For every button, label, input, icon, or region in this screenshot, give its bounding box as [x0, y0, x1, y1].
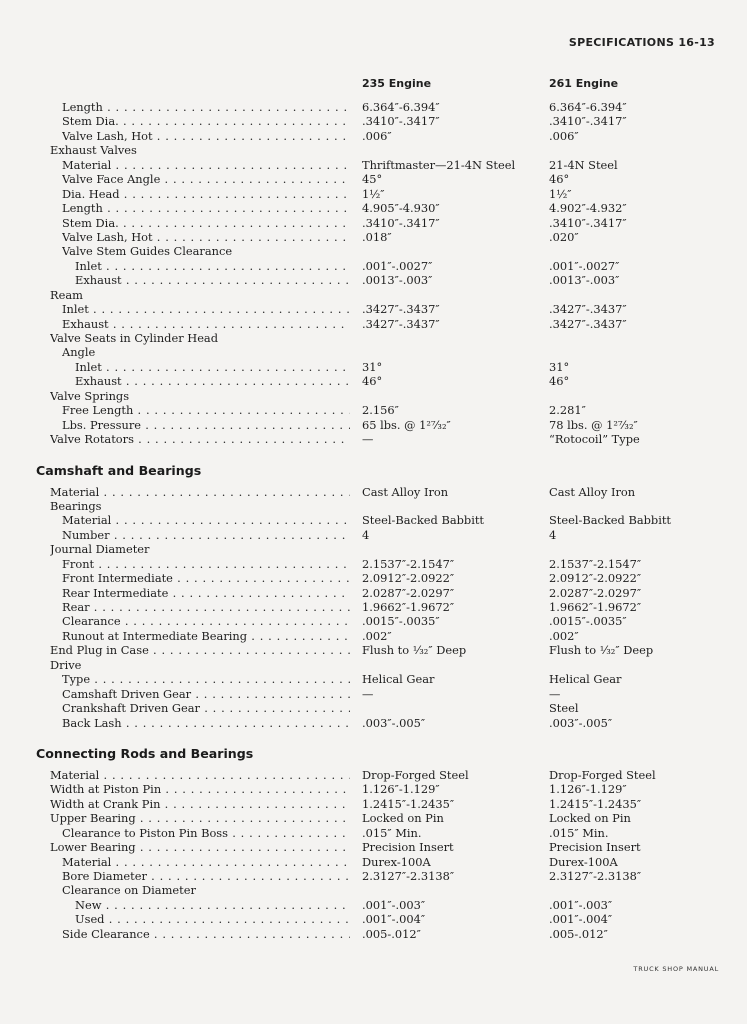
spec-label: Rear . . .	[62, 600, 350, 614]
spec-row	[0, 701, 747, 715]
spec-label: Clearance . . .	[62, 614, 350, 628]
spec-value-235: .001″-.0027″	[362, 258, 433, 273]
spec-row	[0, 288, 747, 302]
spec-value-235: Precision Insert	[362, 840, 454, 855]
spec-row	[0, 114, 747, 128]
spec-label: Material . . .	[62, 513, 350, 527]
spec-value-261: —	[549, 686, 561, 701]
spec-value-261: 1.126″-1.129″	[549, 782, 627, 797]
spec-label: Valve Stem Guides Clearance	[62, 244, 233, 259]
section-title: Connecting Rods and Bearings	[36, 745, 254, 761]
spec-row	[0, 158, 747, 172]
spec-row	[0, 317, 747, 331]
spec-label: Ream	[50, 287, 83, 302]
spec-row	[0, 259, 747, 273]
column-header-235-engine: 235 Engine	[362, 77, 432, 90]
spec-row	[0, 418, 747, 432]
spec-label: Angle	[62, 345, 96, 360]
spec-value-235: 45°	[362, 172, 383, 187]
spec-row	[0, 201, 747, 215]
spec-value-261: .002″	[549, 628, 579, 643]
spec-label: Used . . .	[75, 912, 350, 926]
section-spacer	[0, 730, 747, 740]
spec-value-261: “Rotocoil” Type	[549, 432, 640, 447]
spec-row	[0, 629, 747, 643]
spec-row	[0, 898, 747, 912]
spec-value-235: 46°	[362, 374, 383, 389]
spec-value-235: 4	[362, 527, 370, 542]
spec-label: Exhaust Valves	[50, 143, 137, 158]
spec-value-261: 2.281″	[549, 403, 586, 418]
spec-value-261: .0013″-.003″	[549, 273, 620, 288]
spec-value-261: 31°	[549, 359, 570, 374]
spec-label: Inlet . . .	[75, 259, 350, 273]
spec-value-235: 4.905″-4.930″	[362, 201, 440, 216]
spec-label: Type . . .	[62, 672, 350, 686]
spec-label: Free Length . . .	[62, 403, 350, 417]
spec-value-261: .3427″-.3437″	[549, 316, 627, 331]
spec-row	[0, 528, 747, 542]
spec-value-261: 21-4N Steel	[549, 157, 618, 172]
spec-value-235: 2.1537″-2.1547″	[362, 556, 455, 571]
spec-label: Front . . .	[62, 557, 350, 571]
spec-row	[0, 782, 747, 796]
spec-label: Bearings	[50, 498, 102, 513]
spec-label: Valve Lash, Hot . . .	[62, 129, 350, 143]
spec-row	[0, 586, 747, 600]
spec-value-235: Flush to ¹⁄₃₂″ Deep	[362, 643, 467, 658]
spec-row	[0, 797, 747, 811]
spec-row	[0, 571, 747, 585]
spec-row	[0, 811, 747, 825]
spec-value-261: Drop-Forged Steel	[549, 767, 656, 782]
spec-label: Clearance on Diameter	[62, 883, 196, 898]
spec-row	[0, 374, 747, 388]
spec-value-235: .018″	[362, 229, 392, 244]
spec-row	[0, 869, 747, 883]
spec-value-235: 6.364″-6.394″	[362, 100, 440, 114]
page-footer: TRUCK SHOP MANUAL	[633, 965, 719, 973]
spec-value-261: 46°	[549, 172, 570, 187]
spec-label: Valve Face Angle . . .	[62, 172, 350, 186]
spec-row	[0, 230, 747, 244]
spec-label: Back Lash . . .	[62, 716, 350, 730]
spec-row	[0, 302, 747, 316]
spec-value-261: 2.3127″-2.3138″	[549, 869, 642, 883]
spec-value-235: .3410″-.3417″	[362, 114, 440, 129]
spec-label: Length . . .	[62, 201, 350, 215]
page-header: SPECIFICATIONS 16-13	[568, 36, 715, 49]
spec-label: Upper Bearing . . .	[50, 811, 350, 825]
spec-label: Length . . .	[62, 100, 350, 114]
spec-row	[0, 855, 747, 869]
section-title: Camshaft and Bearings	[36, 462, 202, 478]
spec-row	[0, 614, 747, 628]
spec-row	[0, 273, 747, 287]
spec-value-261: Helical Gear	[549, 672, 622, 687]
spec-row	[0, 499, 747, 513]
spec-value-235: Steel-Backed Babbitt	[362, 513, 484, 528]
spec-row	[0, 432, 747, 446]
spec-label: Valve Springs	[50, 388, 130, 403]
spec-value-235: .0013″-.003″	[362, 273, 433, 288]
spec-value-261: Precision Insert	[549, 840, 641, 855]
spec-row	[0, 716, 747, 730]
spec-value-235: 2.3127″-2.3138″	[362, 869, 455, 883]
spec-table	[0, 100, 747, 941]
spec-row	[0, 768, 747, 782]
spec-value-235: 31°	[362, 359, 383, 374]
spec-row	[0, 100, 747, 114]
spec-label: Drive	[50, 657, 82, 672]
spec-label: Width at Piston Pin . . .	[50, 782, 350, 796]
spec-label: Material . . .	[50, 485, 350, 499]
spec-value-235: .006″	[362, 128, 392, 143]
spec-value-235: .3427″-.3437″	[362, 316, 440, 331]
spec-label: Number . . .	[62, 528, 350, 542]
spec-row	[0, 600, 747, 614]
spec-label: Valve Lash, Hot . . .	[62, 230, 350, 244]
spec-label: Exhaust . . .	[75, 374, 350, 388]
spec-value-261: .3410″-.3417″	[549, 215, 627, 230]
spec-value-261: 1.2415″-1.2435″	[549, 796, 642, 811]
spec-value-235: .3427″-.3437″	[362, 302, 440, 317]
spec-label: Valve Seats in Cylinder Head	[50, 331, 219, 345]
spec-value-235: Drop-Forged Steel	[362, 767, 469, 782]
spec-row	[0, 672, 747, 686]
spec-value-235: .0015″-.0035″	[362, 614, 440, 629]
spec-label: Width at Crank Pin . . .	[50, 797, 350, 811]
spec-row	[0, 557, 747, 571]
spec-row	[0, 360, 747, 374]
spec-label: Rear Intermediate . . .	[62, 586, 350, 600]
spec-label: Journal Diameter	[50, 542, 150, 557]
spec-value-261: Steel	[549, 701, 579, 716]
spec-value-261: Locked on Pin	[549, 811, 631, 826]
spec-row	[0, 542, 747, 556]
spec-label: Exhaust . . .	[75, 273, 350, 287]
spec-value-261: 2.1537″-2.1547″	[549, 556, 642, 571]
spec-value-261: 6.364″-6.394″	[549, 100, 627, 114]
spec-row	[0, 927, 747, 941]
spec-value-261: Flush to ¹⁄₃₂″ Deep	[549, 643, 654, 658]
spec-label: Lbs. Pressure . . .	[62, 418, 350, 432]
spec-value-235: .001″-.003″	[362, 897, 426, 912]
spec-label: Stem Dia. . . .	[62, 216, 350, 230]
spec-value-261: .0015″-.0035″	[549, 614, 627, 629]
spec-row	[0, 883, 747, 897]
spec-label: Valve Rotators . . .	[50, 432, 350, 446]
spec-value-261: .005-.012″	[549, 926, 608, 941]
spec-row	[0, 244, 747, 258]
spec-value-235: Locked on Pin	[362, 811, 444, 826]
spec-row	[0, 840, 747, 854]
spec-value-235: .005-.012″	[362, 926, 421, 941]
spec-value-261: .006″	[549, 128, 579, 143]
spec-row	[0, 345, 747, 359]
spec-row	[0, 826, 747, 840]
spec-label: Inlet . . .	[62, 302, 350, 316]
spec-value-261: .001″-.0027″	[549, 258, 620, 273]
spec-value-261: .003″-.005″	[549, 715, 613, 730]
spec-value-235: 2.156″	[362, 403, 399, 418]
spec-value-261: 46°	[549, 374, 570, 389]
spec-value-261: Steel-Backed Babbitt	[549, 513, 671, 528]
spec-value-235: 1½″	[362, 186, 385, 201]
spec-label: Lower Bearing . . .	[50, 840, 350, 854]
spec-label: Dia. Head . . .	[62, 187, 350, 201]
spec-value-235: —	[362, 686, 374, 701]
spec-value-235: .001″-.004″	[362, 912, 426, 927]
spec-label: Clearance to Piston Pin Boss . . .	[62, 826, 350, 840]
spec-value-261: .3410″-.3417″	[549, 114, 627, 129]
spec-value-235: Thriftmaster—21-4N Steel	[362, 157, 516, 172]
spec-row	[0, 389, 747, 403]
spec-row	[0, 658, 747, 672]
spec-value-235: —	[362, 432, 374, 447]
spec-label: Exhaust . . .	[62, 317, 350, 331]
spec-label: Crankshaft Driven Gear . . .	[62, 701, 350, 715]
spec-value-261: .3427″-.3437″	[549, 302, 627, 317]
spec-value-261: Durex-100A	[549, 854, 618, 869]
spec-row	[0, 912, 747, 926]
section-spacer	[0, 447, 747, 457]
spec-row	[0, 687, 747, 701]
spec-value-235: .3410″-.3417″	[362, 215, 440, 230]
spec-value-261: 78 lbs. @ 1²⁷⁄₃₂″	[549, 417, 638, 432]
spec-row	[0, 403, 747, 417]
spec-value-235: 1.2415″-1.2435″	[362, 796, 455, 811]
spec-label: End Plug in Case . . .	[50, 643, 350, 657]
spec-value-261: .020″	[549, 229, 579, 244]
spec-value-261: 4	[549, 527, 557, 542]
spec-value-235: .015″ Min.	[362, 825, 422, 840]
spec-label: Bore Diameter . . .	[62, 869, 350, 883]
spec-value-235: Durex-100A	[362, 854, 431, 869]
spec-value-261: .001″-.003″	[549, 897, 613, 912]
spec-value-235: 2.0287″-2.0297″	[362, 585, 455, 600]
spec-row	[0, 331, 747, 345]
spec-value-261: .015″ Min.	[549, 825, 609, 840]
spec-label: Inlet . . .	[75, 360, 350, 374]
spec-label: Stem Dia. . . .	[62, 114, 350, 128]
spec-value-235: .003″-.005″	[362, 715, 426, 730]
spec-row	[0, 216, 747, 230]
spec-label: Runout at Intermediate Bearing . . .	[62, 629, 350, 643]
spec-value-235: Cast Alloy Iron	[362, 484, 449, 499]
spec-value-261: 4.902″-4.932″	[549, 201, 627, 216]
spec-row	[0, 513, 747, 527]
spec-value-261: 2.0287″-2.0297″	[549, 585, 642, 600]
spec-value-235: 65 lbs. @ 1²⁷⁄₃₂″	[362, 417, 451, 432]
spec-row	[0, 129, 747, 143]
spec-label: Camshaft Driven Gear . . .	[62, 687, 350, 701]
spec-value-235: Helical Gear	[362, 672, 435, 687]
spec-label: Material . . .	[62, 855, 350, 869]
spec-value-235: 1.9662″-1.9672″	[362, 600, 455, 614]
spec-value-261: Cast Alloy Iron	[549, 484, 636, 499]
spec-value-261: 2.0912″-2.0922″	[549, 571, 642, 586]
spec-label: Material . . .	[50, 768, 350, 782]
spec-row	[0, 485, 747, 499]
spec-row	[0, 143, 747, 157]
spec-value-235: .002″	[362, 628, 392, 643]
spec-value-261: 1½″	[549, 186, 572, 201]
spec-value-235: 2.0912″-2.0922″	[362, 571, 455, 586]
spec-row	[0, 187, 747, 201]
spec-value-261: 1.9662″-1.9672″	[549, 600, 642, 614]
spec-label: Side Clearance . . .	[62, 927, 350, 941]
spec-row	[0, 643, 747, 657]
column-header-261-engine: 261 Engine	[549, 77, 619, 90]
spec-label: Front Intermediate . . .	[62, 571, 350, 585]
spec-row	[0, 172, 747, 186]
spec-value-261: .001″-.004″	[549, 912, 613, 927]
spec-label: Material . . .	[62, 158, 350, 172]
spec-value-235: 1.126″-1.129″	[362, 782, 440, 797]
spec-label: New . . .	[75, 898, 350, 912]
